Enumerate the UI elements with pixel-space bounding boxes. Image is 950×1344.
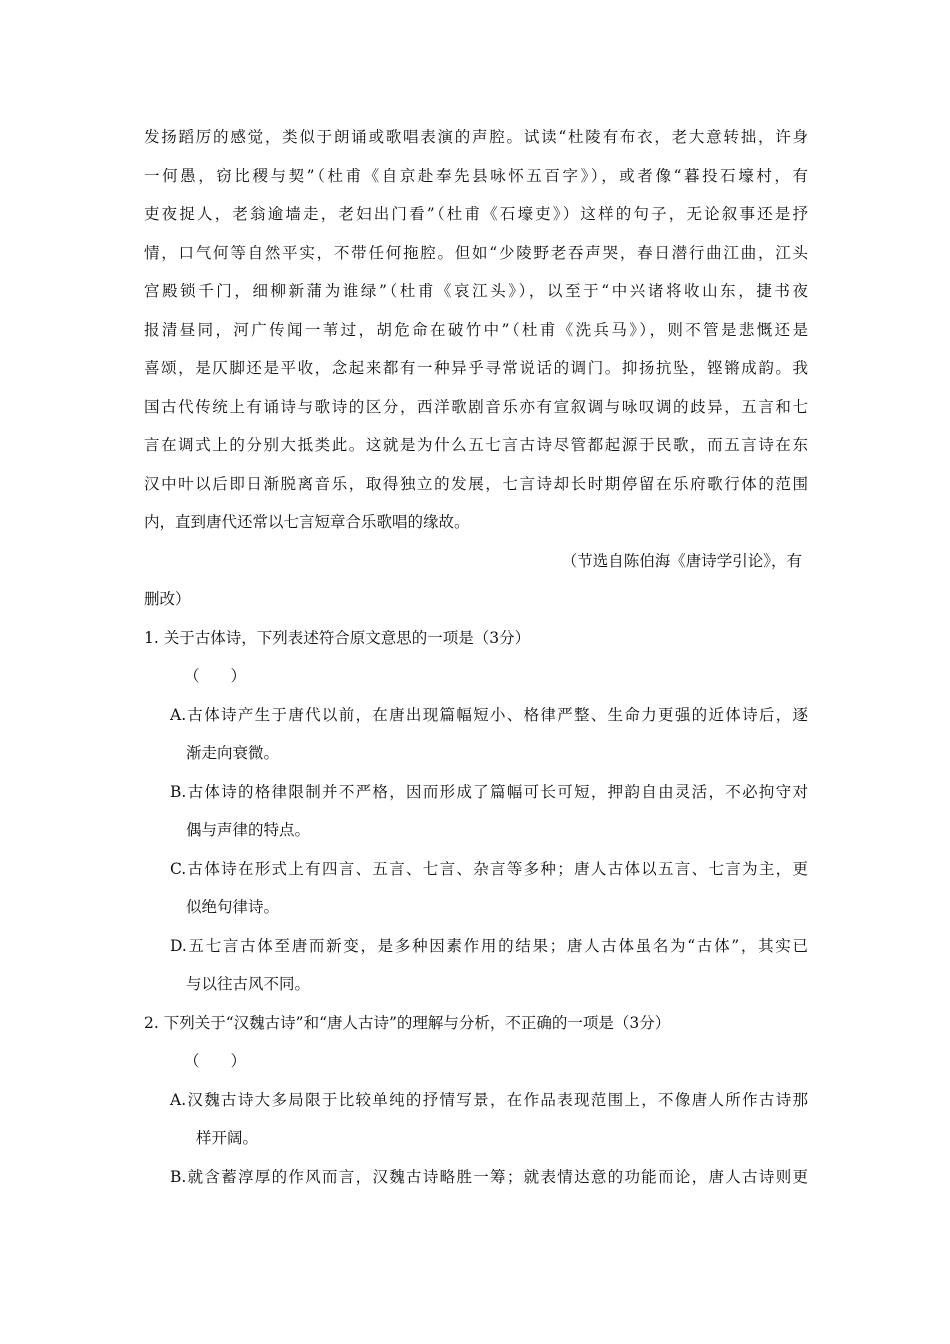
- passage: [144, 118, 808, 619]
- document-content: [144, 118, 808, 1196]
- passage-line: 宫殿锁千门，细柳新蒲为谁绿”（杜甫《哀江头》），以至于“中兴诸将收山东，捷书夜: [144, 282, 808, 300]
- question-stem: 2. 下列关于“汉魏古诗”和“唐人古诗”的理解与分析，不正确的一项是（3分）: [144, 1013, 671, 1032]
- passage-line: 内，直到唐代还常以七言短章合乐歌唱的缘故。: [144, 513, 470, 531]
- option-d-continued: 与以往古风不同。: [186, 975, 311, 993]
- question-stem: 1. 关于古体诗，下列表述符合原文意思的一项是（3分）: [144, 628, 531, 647]
- answer-blank[interactable]: （ ）: [184, 667, 247, 685]
- answer-blank[interactable]: （ ）: [184, 1052, 247, 1070]
- passage-line: 国古代传统上有诵诗与歌诗的区分，西洋歌剧音乐亦有宣叙调与咏叹调的歧异，五言和七: [144, 397, 808, 416]
- option-c: C.古体诗在形式上有四言、五言、七言、杂言等多种；唐人古体以五言、七言为主，更: [170, 859, 808, 878]
- option-c-continued: 似绝句律诗。: [186, 898, 280, 916]
- option-b: B.古体诗的格律限制并不严格，因而形成了篇幅可长可短，押韵自由灵活，不必拘守对: [170, 782, 808, 801]
- passage-line: 汉中叶以后即日渐脱离音乐，取得独立的发展，七言诗却长时期停留在乐府歌行体的范围: [144, 474, 808, 493]
- passage-line: 报清昼同，河广传闻一苇过，胡危命在破竹中”（杜甫《洗兵马》），则不管是悲慨还是: [144, 320, 808, 339]
- passage-line: 言在调式上的分别大抵类此。这就是为什么五七言古诗尽管都起源于民歌，而五言诗在东: [144, 436, 808, 454]
- option-d: D.五七言古体至唐而新变，是多种因素作用的结果；唐人古体虽名为“古体”，其实已: [170, 936, 808, 955]
- passage-line: 喜颂，是仄脚还是平收，念起来都有一种异乎寻常说话的调门。抑扬抗坠，铿锵成韵。我: [144, 359, 808, 377]
- passage-line: 一何愚，窃比稷与契”（杜甫《自京赴奉先县咏怀五百字》），或者像“暮投石壕村，有: [144, 166, 808, 185]
- passage-line: 吏夜捉人，老翁逾墙走，老妇出门看”（杜甫《石壕吏》）这样的句子，无论叙事还是抒: [144, 205, 808, 223]
- passage-line: 发扬蹈厉的感觉，类似于朗诵或歌唱表演的声腔。试读“杜陵有布衣，老大意转拙，许身: [144, 128, 808, 146]
- option-b: B.就含蓄淳厚的作风而言，汉魏古诗略胜一筹；就表情达意的功能而论，唐人古诗则更: [170, 1167, 808, 1186]
- question-2: [144, 1004, 808, 1197]
- option-a-continued: 渐走向衰微。: [186, 744, 280, 762]
- option-a: A.汉魏古诗大多局限于比较单纯的抒情写景，在作品表现范围上，不像唐人所作古诗那: [170, 1090, 808, 1109]
- passage-source: （节选自陈伯海《唐诗学引论》，有: [561, 551, 802, 570]
- passage-line: 情，口气何等自然平实，不带任何拖腔。但如“少陵野老吞声哭，春日潜行曲江曲，江头: [144, 243, 808, 262]
- question-1: [144, 619, 808, 1004]
- passage-source-continued: 删改）: [144, 590, 191, 608]
- option-a-continued: 样开阔。: [196, 1129, 259, 1147]
- option-a: A.古体诗产生于唐代以前，在唐出现篇幅短小、格律严整、生命力更强的近体诗后，逐: [170, 705, 808, 724]
- option-b-continued: 偶与声律的特点。: [186, 821, 311, 839]
